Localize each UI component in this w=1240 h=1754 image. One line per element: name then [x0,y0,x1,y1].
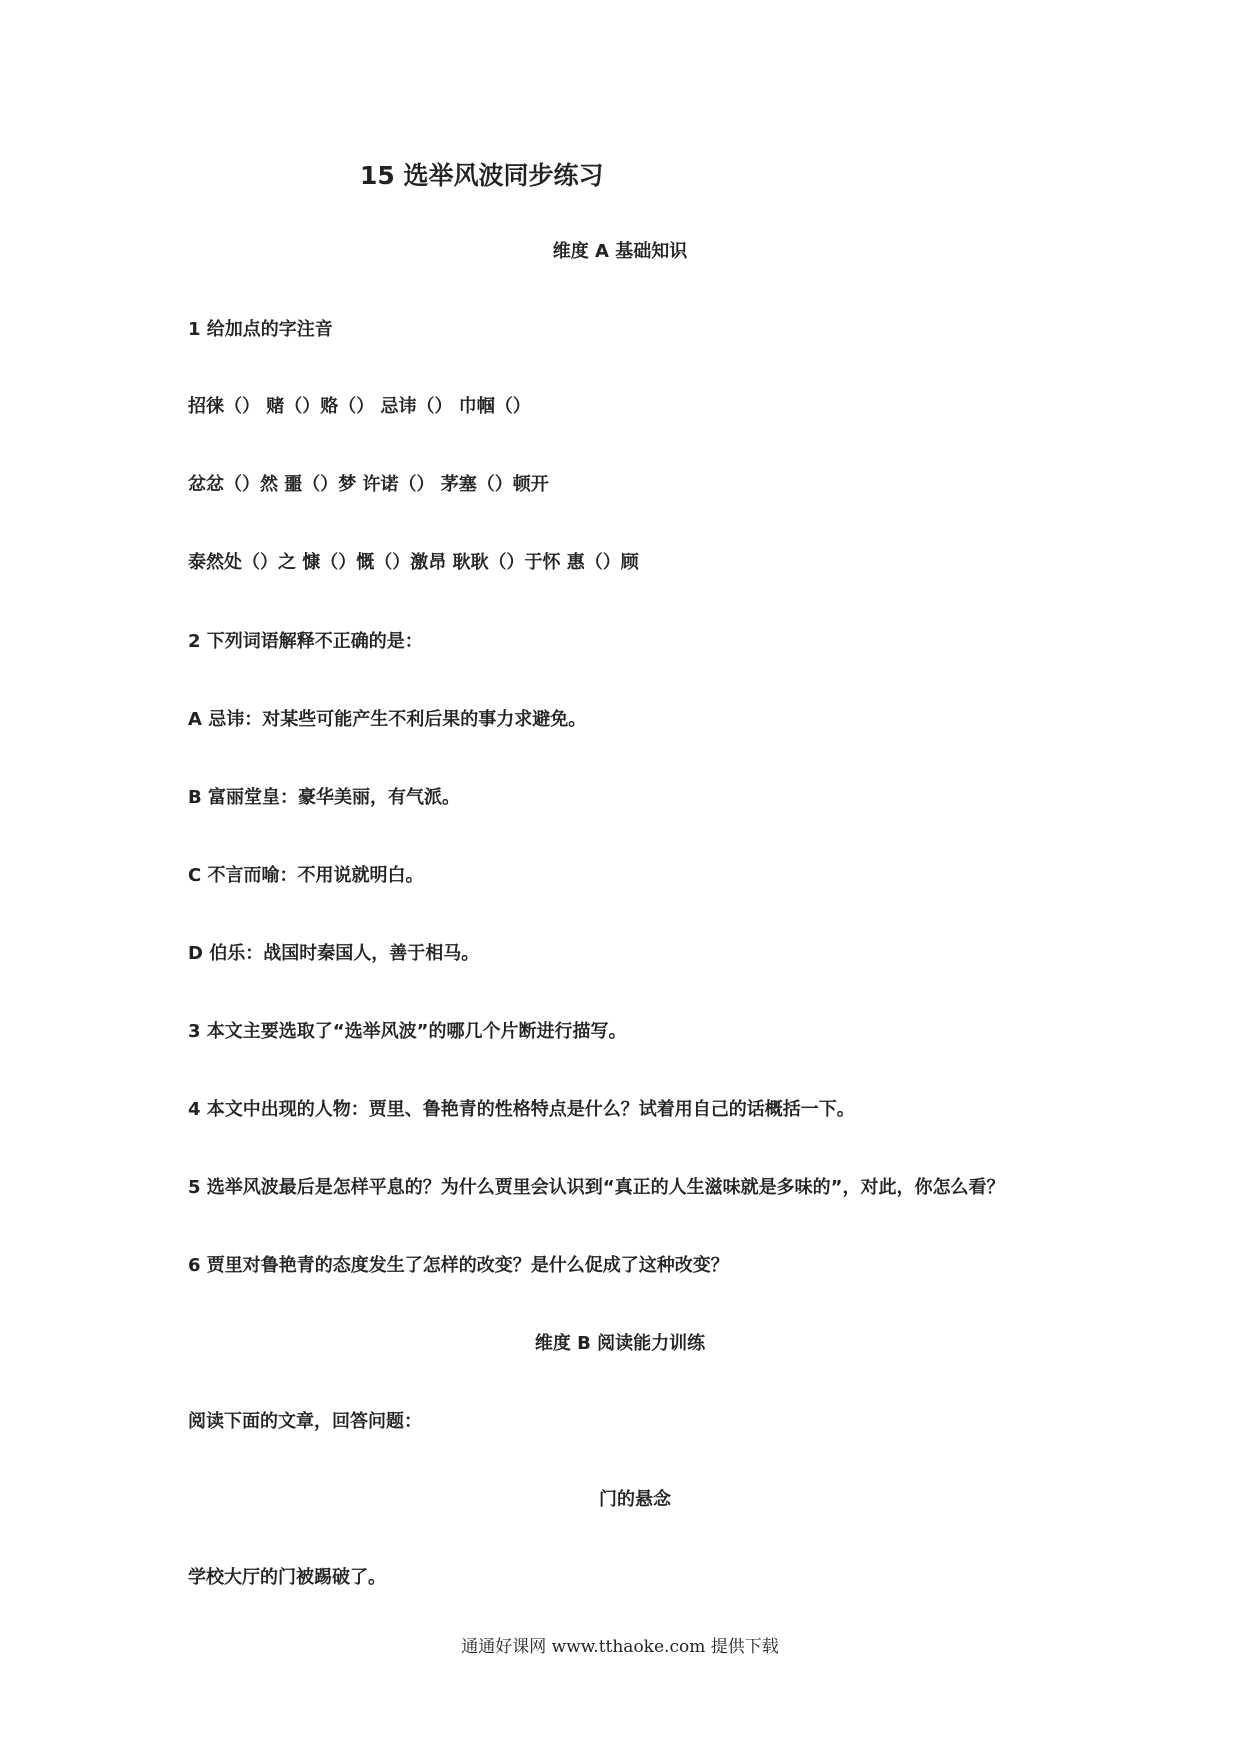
question-4: 4 本文中出现的人物：贾里、鲁艳青的性格特点是什么？试着用自己的话概括一下。 [188,1099,855,1120]
question-3: 3 本文主要选取了“选举风波”的哪几个片断进行描写。 [188,1021,627,1042]
page-footer: 通通好课网 www.tthaoke.com 提供下载 [461,1637,779,1657]
question-2-option-a: A 忌讳：对某些可能产生不利后果的事力求避免。 [188,709,587,730]
question-5: 5 选举风波最后是怎样平息的？为什么贾里会认识到“真正的人生滋味就是多味的”，对此，你怎么看？ [188,1177,1005,1198]
question-1-line-3: 泰然处（）之 慷（）慨（）激昂 耿耿（）于怀 惠（）顾 [188,552,639,573]
question-2-option-d: D 伯乐：战国时秦国人，善于相马。 [188,943,480,964]
document-title: 15 选举风波同步练习 [360,161,604,190]
reading-intro: 阅读下面的文章，回答问题： [188,1411,422,1432]
passage-line-1: 学校大厅的门被踢破了。 [188,1567,386,1588]
question-2-option-c: C 不言而喻：不用说就明白。 [188,865,424,886]
question-2: 2 下列词语解释不正确的是： [188,631,423,652]
section-b-heading: 维度 B 阅读能力训练 [534,1333,706,1354]
passage-title: 门的悬念 [599,1489,671,1510]
section-a-heading: 维度 A 基础知识 [552,241,688,262]
question-1-line-2: 忿忿（）然 噩（）梦 许诺（） 茅塞（）顿开 [188,474,549,495]
question-1-line-1: 招徕（） 赌（）赂（） 忌讳（） 巾帼（） [188,396,531,417]
question-6: 6 贾里对鲁艳青的态度发生了怎样的改变？是什么促成了这种改变？ [188,1255,729,1276]
question-2-option-b: B 富丽堂皇：豪华美丽，有气派。 [188,787,460,808]
question-1: 1 给加点的字注音 [188,319,333,340]
